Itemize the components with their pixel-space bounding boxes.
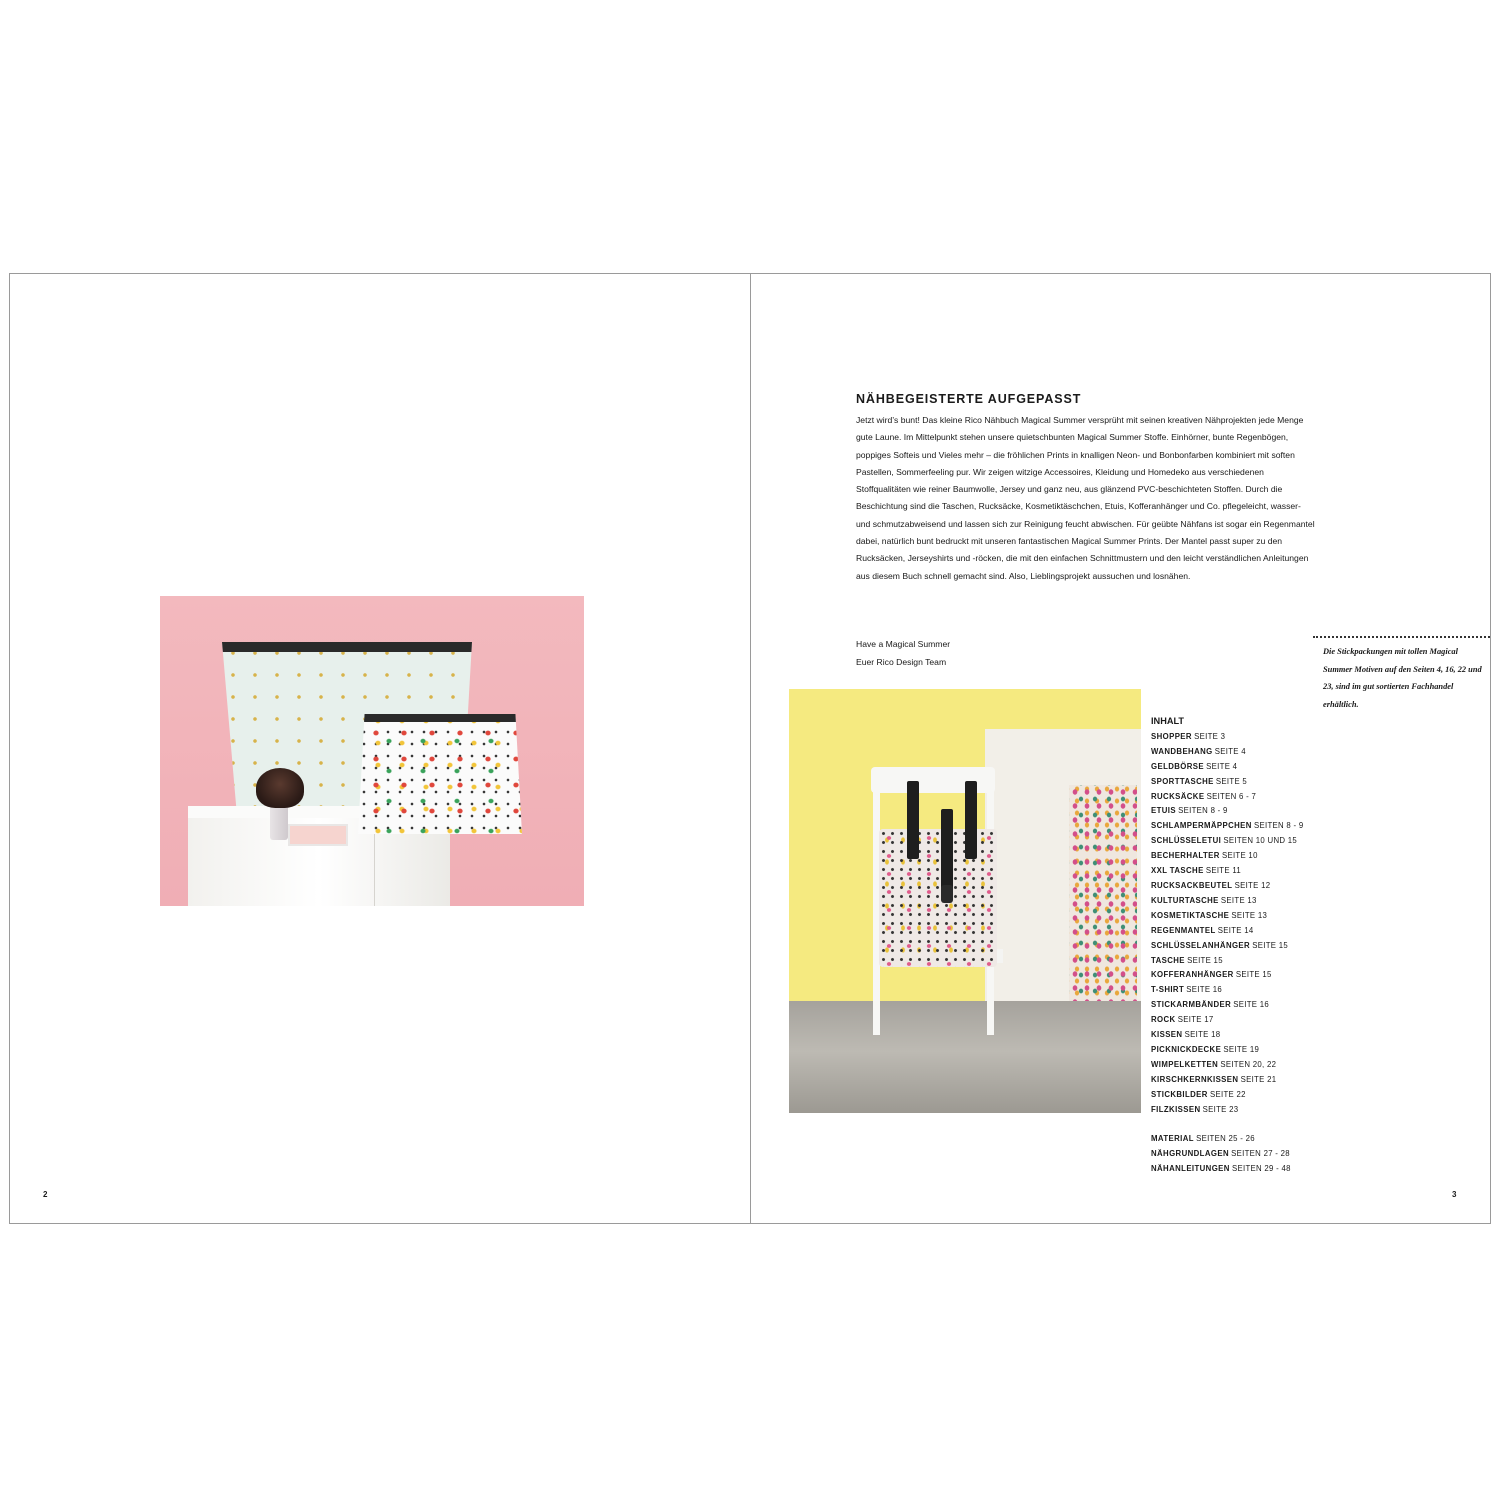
toc-entry [1151, 909, 1304, 924]
toc-entry [1151, 939, 1304, 954]
toc-entry-title: SCHLÜSSELANHÄNGER [1151, 940, 1251, 950]
toc-entry [1151, 998, 1304, 1013]
doodle-pouch [358, 714, 522, 834]
toc-entry-page: SEITE 10 [1221, 851, 1258, 861]
toc-entry-page: SEITE 5 [1215, 776, 1248, 786]
toc-entry-page: SEITE 22 [1209, 1089, 1246, 1099]
page-number-right: 3 [1452, 1190, 1457, 1199]
toc-entry-title: WANDBEHANG [1151, 746, 1213, 756]
toc-entry-title: T-SHIRT [1151, 985, 1185, 995]
rolltop-backpack [879, 829, 997, 967]
toc-entry-title: NÄHANLEITUNGEN [1151, 1164, 1230, 1174]
left-page [10, 274, 750, 1223]
toc-entry [1151, 864, 1304, 879]
table-of-contents [1151, 714, 1304, 1177]
toc-entry-title: RUCKSÄCKE [1151, 791, 1205, 801]
toc-entry [1151, 760, 1304, 775]
toc-entry-title: FILZKISSEN [1151, 1104, 1201, 1114]
backpack-center-strap [941, 809, 953, 889]
toc-entry [1151, 1088, 1304, 1103]
toc-entry [1151, 1162, 1304, 1177]
toc-entry-title: NÄHGRUNDLAGEN [1151, 1149, 1229, 1159]
toc-entry-page: SEITEN 29 - 48 [1231, 1164, 1291, 1174]
toc-entry-page: SEITE 21 [1240, 1074, 1277, 1084]
toc-entry-title: ROCK [1151, 1015, 1176, 1025]
toc-entry [1151, 730, 1304, 745]
toc-entry-page: SEITE 4 [1214, 746, 1246, 756]
toc-entry-page: SEITE 15 [1235, 970, 1272, 980]
toc-entry-title: MATERIAL [1151, 1134, 1194, 1144]
backpack-buckle [941, 885, 953, 903]
backpack-chair-photo [789, 689, 1141, 1113]
toc-entry-title: KISSEN [1151, 1030, 1183, 1040]
page-number-left: 2 [43, 1190, 48, 1199]
signature-line-2: Euer Rico Design Team [856, 656, 947, 667]
toc-entry-page: SEITE 3 [1194, 731, 1226, 741]
book-spread [9, 273, 1491, 1224]
toc-entry [1151, 834, 1304, 849]
toc-entry [1151, 775, 1304, 790]
toc-entry-title: RUCKSACKBEUTEL [1151, 880, 1233, 890]
toc-entry-title: WIMPELKETTEN [1151, 1059, 1219, 1069]
toc-entry-title: KULTURTASCHE [1151, 895, 1219, 905]
toc-entry [1151, 1058, 1304, 1073]
toc-entry-page: SEITE 13 [1231, 910, 1268, 920]
toc-entry-page: SEITE 11 [1205, 866, 1242, 876]
toc-entry-page: SEITE 4 [1206, 761, 1238, 771]
toc-title: INHALT [1151, 716, 1184, 726]
toc-entry-title: BECHERHALTER [1151, 851, 1220, 861]
signature-line-1: Have a Magical Summer [856, 639, 951, 649]
toc-entry-title: KOSMETIKTASCHE [1151, 910, 1230, 920]
toc-entry-page: SEITE 15 [1252, 940, 1289, 950]
toc-entry [1151, 1147, 1304, 1162]
toc-entry-page: SEITE 18 [1184, 1030, 1221, 1040]
toc-entry [1151, 1013, 1304, 1028]
toc-entry-page: SEITE 12 [1234, 880, 1271, 890]
toc-entry-page: SEITE 16 [1186, 985, 1223, 995]
toc-entry [1151, 894, 1304, 909]
toc-entry [1151, 790, 1304, 805]
toc-entry-page: SEITE 23 [1202, 1104, 1239, 1114]
toc-entry [1151, 1073, 1304, 1088]
toc-entry [1151, 968, 1304, 983]
toc-entry [1151, 924, 1304, 939]
backpack-strap-left [907, 781, 919, 859]
toc-entry [1151, 804, 1304, 819]
toc-entry-page: SEITEN 27 - 28 [1231, 1149, 1290, 1159]
icecream-fabric-panel [1069, 785, 1137, 1007]
toc-entry-title: SCHLAMPERMÄPPCHEN [1151, 821, 1252, 831]
toc-entry-title: KOFFERANHÄNGER [1151, 970, 1234, 980]
intro-body: Jetzt wird’s bunt! Das kleine Rico Nähbuch Magical Summer versprüht mit seinen kreativen Nähprojekten jede Menge gute Laune. Im Mittelpunkt stehen unsere quietschbunten Magical Summer Stoffe. Einhörner, bunte Regenbögen, poppiges Softeis und Vieles mehr – die fröhlichen Prints in knalligen Neon- und Bonbonfarben kombiniert mit soften Pastellen, Sommerfeeling pur. Wir zeigen witzige Accessoires, Kleidung und Homedeko aus verschiedenen Stoffqualitäten wie reiner Baumwolle, Jersey und ganz neu, aus glänzend PVC-beschichteten Stoffen. Durch die Beschichtung sind die Taschen, Rucksäcke, Kosmetiktäschchen, Etuis, Kofferanhänger und Co. pflegeleicht, wasser- und schmutzabweisend und lassen sich zur Reinigung feucht abwischen. Für geübte Nähfans ist sogar ein Regenmantel dabei, natürlich bunt bedruckt mit unseren fantastischen Magical Summer Prints. Der Mantel passt super zu den Rucksäcken, Jerseyshirts und -röcken, die mit den einfachen Schnittmustern und den leicht verständlichen Anleitungen aus diesem Buch schnell gemacht sind. Also, Lieblingsprojekt aussuchen und losnähen. [856, 415, 1315, 581]
toc-entry-title: SPORTTASCHE [1151, 776, 1214, 786]
toc-entry-page: SEITE 14 [1217, 925, 1254, 935]
toc-entry-page: SEITE 17 [1177, 1015, 1214, 1025]
embroidery-note: Die Stickpackungen mit tollen Magical Summer Motiven auf den Seiten 4, 16, 22 und 23, sind im gut sortierten Fachhandel erhältlich. [1323, 647, 1482, 709]
toc-entry-title: SHOPPER [1151, 731, 1192, 741]
signature [856, 636, 950, 671]
dotted-rule [1313, 636, 1490, 638]
toc-entry-title: TASCHE [1151, 955, 1185, 965]
toc-entry-page: SEITEN 25 - 26 [1196, 1134, 1255, 1144]
toc-entry [1151, 849, 1304, 864]
toc-entry [1151, 1132, 1304, 1147]
right-page [751, 274, 1490, 1223]
toc-entry-page: SEITEN 8 - 9 [1253, 821, 1304, 831]
toc-entry [1151, 745, 1304, 760]
toc-entry-page: SEITE 15 [1187, 955, 1223, 965]
toc-entry [1151, 819, 1304, 834]
toc-entry [1151, 879, 1304, 894]
toc-entry-title: KIRSCHKERNKISSEN [1151, 1074, 1239, 1084]
toc-entry [1151, 983, 1304, 998]
toc-entry-page: SEITEN 8 - 9 [1178, 806, 1228, 816]
toc-entry [1151, 954, 1304, 969]
toc-entry [1151, 1043, 1304, 1058]
toc-entry-page: SEITEN 10 UND 15 [1223, 836, 1298, 846]
toc-entry-title: REGENMANTEL [1151, 925, 1216, 935]
toc-entry-title: STICKARMBÄNDER [1151, 1000, 1232, 1010]
cosmetic-pouches-photo [160, 596, 584, 906]
toc-entry [1151, 1103, 1304, 1118]
intro-heading: NÄHBEGEISTERTE AUFGEPASST [856, 392, 1082, 406]
makeup-brush [256, 768, 304, 808]
toc-appendix-list [1151, 1132, 1304, 1177]
toc-entry-page: SEITEN 6 - 7 [1206, 791, 1257, 801]
toc-entry-page: SEITE 19 [1223, 1044, 1260, 1054]
blush-compact [288, 824, 348, 846]
backpack-strap-right [965, 781, 977, 859]
toc-entry-title: ETUIS [1151, 806, 1176, 816]
toc-entry-page: SEITE 16 [1233, 1000, 1270, 1010]
toc-entry-title: PICKNICKDECKE [1151, 1044, 1222, 1054]
toc-entry-title: SCHLÜSSELETUI [1151, 836, 1222, 846]
toc-spacer [1151, 1117, 1304, 1132]
concrete-floor [789, 1001, 1141, 1113]
toc-entry-page: SEITE 13 [1220, 895, 1257, 905]
toc-entry-title: GELDBÖRSE [1151, 761, 1204, 771]
toc-entry-title: STICKBILDER [1151, 1089, 1208, 1099]
toc-entry-title: XXL TASCHE [1151, 866, 1204, 876]
toc-entry [1151, 1028, 1304, 1043]
toc-entry-page: SEITEN 20, 22 [1220, 1059, 1277, 1069]
toc-list [1151, 730, 1304, 1118]
